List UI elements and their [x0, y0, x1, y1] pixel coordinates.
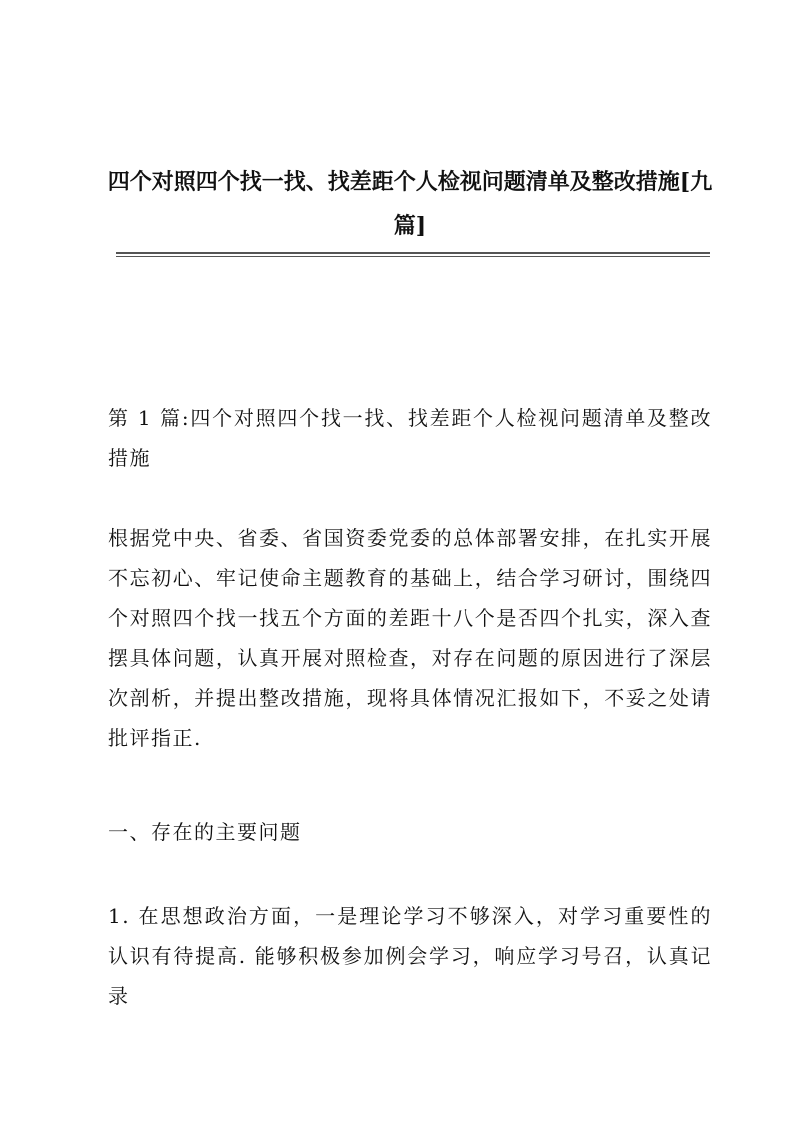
list-item-1: 1. 在思想政治方面，一是理论学习不够深入，对学习重要性的认识有待提高. 能够积极参加例会学习，响应学习号召，认真记录 — [108, 904, 712, 1008]
document-title: 四个对照四个找一找、找差距个人检视问题清单及整改措施[九篇] — [107, 169, 713, 239]
title-divider — [116, 252, 710, 257]
chapter-heading: 第 1 篇:四个对照四个找一找、找差距个人检视问题清单及整改措施 — [108, 406, 712, 470]
section-heading: 一、存在的主要问题 — [108, 820, 302, 844]
intro-paragraph: 根据党中央、省委、省国资委党委的总体部署安排，在扎实开展不忘初心、牢记使命主题教育的基础上，结合学习研讨，围绕四个对照四个找一找五个方面的差距十八个是否四个扎实，深入查摆具体问题，认真开展对照检查，对存在问题的原因进行了深层次剖析，并提出整改措施，现将具体情况汇报如下，不妥之处请批评指正. — [108, 526, 712, 750]
